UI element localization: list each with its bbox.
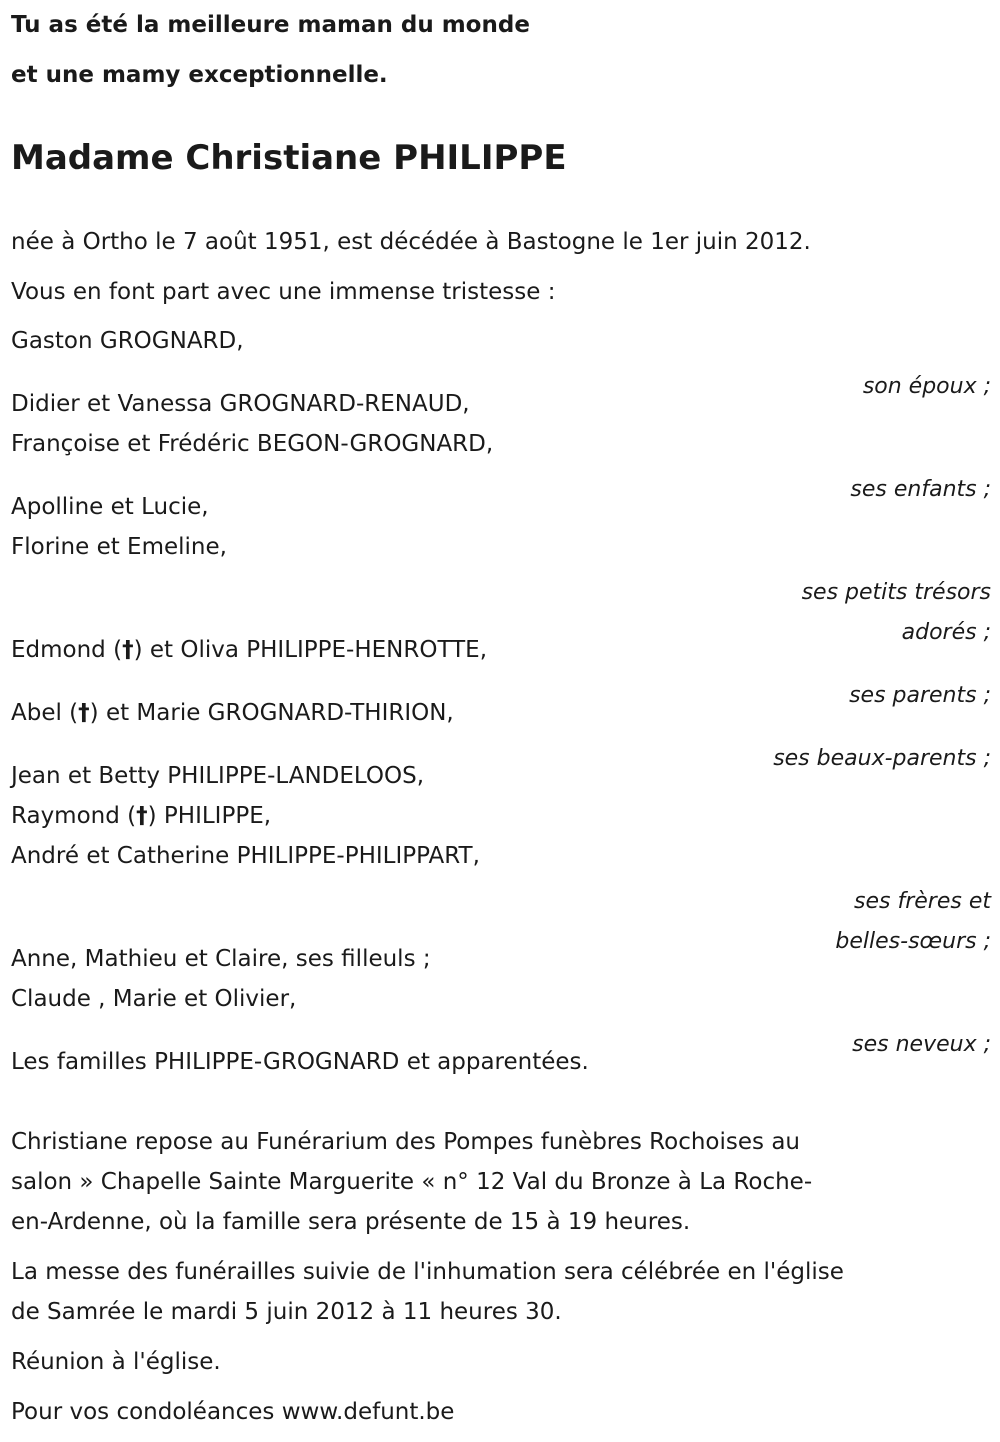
intro-block	[11, 0, 530, 100]
repose-line-1: Christiane repose au Funérarium des Pompes funèbres Rochoises au	[11, 1129, 800, 1155]
nephews-role: ses neveux ;	[852, 1032, 991, 1057]
sibling-name-1: Jean et Betty PHILIPPE-LANDELOOS,	[11, 763, 425, 789]
condolences-text: Pour vos condoléances www.defunt.be	[11, 1399, 455, 1425]
sibling-name-2-after: ) PHILIPPE,	[147, 803, 272, 829]
child-name-1: Didier et Vanessa GROGNARD-RENAUD,	[11, 391, 470, 417]
grandchild-name-1: Apolline et Lucie,	[11, 494, 209, 520]
intro-line-1: Tu as été la meilleure maman du monde	[11, 12, 530, 38]
nephew-name-1: Anne, Mathieu et Claire, ses filleuls ;	[11, 946, 431, 972]
nephew-name-2: Claude , Marie et Olivier,	[11, 986, 297, 1012]
in-laws-name-before: Abel (	[11, 700, 79, 726]
intro-line-2: et une mamy exceptionnelle.	[11, 62, 388, 88]
parents-name-before: Edmond (	[11, 637, 123, 663]
cross-icon: †	[78, 700, 90, 726]
families-text: Les familles PHILIPPE-GROGNARD et apparentées.	[11, 1049, 589, 1075]
reunion-text: Réunion à l'église.	[11, 1349, 221, 1375]
in-laws-name	[11, 693, 454, 733]
mass-line-2: de Samrée le mardi 5 juin 2012 à 11 heures 30.	[11, 1299, 562, 1325]
sibling-name-3: André et Catherine PHILIPPE-PHILIPPART,	[11, 843, 480, 869]
parents-name-after: ) et Oliva PHILIPPE-HENROTTE,	[133, 637, 488, 663]
announcement-text: Vous en font part avec une immense tristesse :	[11, 279, 556, 305]
parents-role: ses parents ;	[849, 683, 991, 708]
spouse-name: Gaston GROGNARD,	[11, 328, 244, 354]
deceased-name: Madame Christiane PHILIPPE	[11, 138, 567, 178]
sibling-name-2-before: Raymond (	[11, 803, 137, 829]
cross-icon: †	[122, 637, 134, 663]
children-role: ses enfants ;	[850, 477, 991, 502]
in-laws-role: ses beaux-parents ;	[773, 746, 991, 771]
birth-death-text: née à Ortho le 7 août 1951, est décédée à Bastogne le 1er juin 2012.	[11, 229, 811, 255]
siblings-role-line-1: ses frères et	[854, 889, 991, 914]
siblings-role-line-2: belles-sœurs ;	[835, 929, 991, 954]
grandchild-name-2: Florine et Emeline,	[11, 534, 227, 560]
grandchildren-role-line-1: ses petits trésors	[801, 580, 991, 605]
mass-line-1: La messe des funérailles suivie de l'inhumation sera célébrée en l'église	[11, 1259, 844, 1285]
grandchildren-role-line-2: adorés ;	[901, 620, 991, 645]
cross-icon: †	[136, 803, 148, 829]
parents-name	[11, 630, 487, 670]
sibling-name-2	[11, 796, 271, 836]
spouse-role: son époux ;	[862, 374, 991, 399]
child-name-2: Françoise et Frédéric BEGON-GROGNARD,	[11, 431, 494, 457]
repose-line-3: en-Ardenne, où la famille sera présente de 15 à 19 heures.	[11, 1209, 691, 1235]
repose-line-2: salon » Chapelle Sainte Marguerite « n° 12 Val du Bronze à La Roche-	[11, 1169, 813, 1195]
in-laws-name-after: ) et Marie GROGNARD-THIRION,	[89, 700, 454, 726]
